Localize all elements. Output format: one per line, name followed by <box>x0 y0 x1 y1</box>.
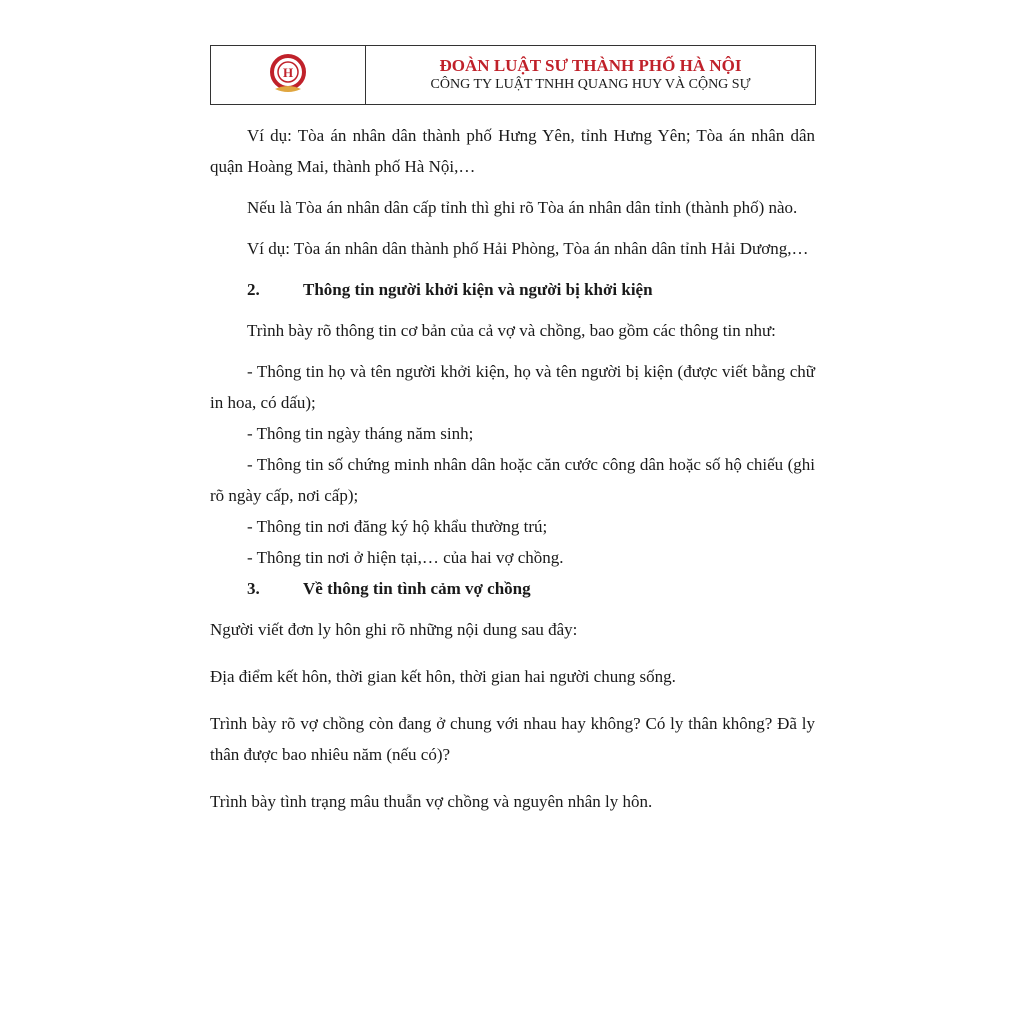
letterhead <box>210 45 816 105</box>
letterhead-title <box>366 46 815 104</box>
logo-cell <box>211 46 366 104</box>
paragraph: Trình bày rõ thông tin cơ bản của cả vợ và chồng, bao gồm các thông tin như: <box>247 321 776 340</box>
list-item: - Thông tin nơi đăng ký hộ khẩu thường trú; <box>247 517 548 536</box>
list-item: - Thông tin họ và tên người khởi kiện, họ và tên người bị kiện (được viết bằng chữ in hoa, có dấu); <box>210 362 815 412</box>
section-number: 2. <box>247 280 260 299</box>
paragraph: Trình bày tình trạng mâu thuẫn vợ chồng và nguyên nhân ly hôn. <box>210 792 653 811</box>
list-item: - Thông tin nơi ở hiện tại,… của hai vợ chồng. <box>247 548 564 567</box>
company-name: CÔNG TY LUẬT TNHH QUANG HUY VÀ CỘNG SỰ <box>430 77 751 92</box>
section-heading-3 <box>210 573 815 604</box>
org-name: ĐOÀN LUẬT SƯ THÀNH PHỐ HÀ NỘI <box>439 56 742 75</box>
section-heading-2 <box>210 274 815 305</box>
paragraph: Địa điểm kết hôn, thời gian kết hôn, thời gian hai người chung sống. <box>210 667 676 686</box>
paragraph: Người viết đơn ly hôn ghi rõ những nội dung sau đây: <box>210 620 578 639</box>
section-title: Thông tin người khởi kiện và người bị khởi kiện <box>303 280 653 299</box>
list-item: - Thông tin ngày tháng năm sinh; <box>247 424 474 443</box>
law-firm-logo-icon <box>266 53 310 97</box>
paragraph: Ví dụ: Tòa án nhân dân thành phố Hải Phòng, Tòa án nhân dân tỉnh Hải Dương,… <box>247 239 809 258</box>
section-number: 3. <box>247 579 260 598</box>
svg-text:H: H <box>282 65 294 80</box>
section-title: Về thông tin tình cảm vợ chồng <box>303 579 531 598</box>
paragraph: Trình bày rõ vợ chồng còn đang ở chung với nhau hay không? Có ly thân không? Đã ly thân được bao nhiêu năm (nếu có)? <box>210 714 815 764</box>
paragraph: Nếu là Tòa án nhân dân cấp tỉnh thì ghi rõ Tòa án nhân dân tỉnh (thành phố) nào. <box>247 198 798 217</box>
list-item: - Thông tin số chứng minh nhân dân hoặc căn cước công dân hoặc số hộ chiếu (ghi rõ ngày cấp, nơi cấp); <box>210 455 815 505</box>
document-body <box>210 120 815 833</box>
paragraph: Ví dụ: Tòa án nhân dân thành phố Hưng Yên, tỉnh Hưng Yên; Tòa án nhân dân quận Hoàng Mai, thành phố Hà Nội,… <box>210 126 815 176</box>
